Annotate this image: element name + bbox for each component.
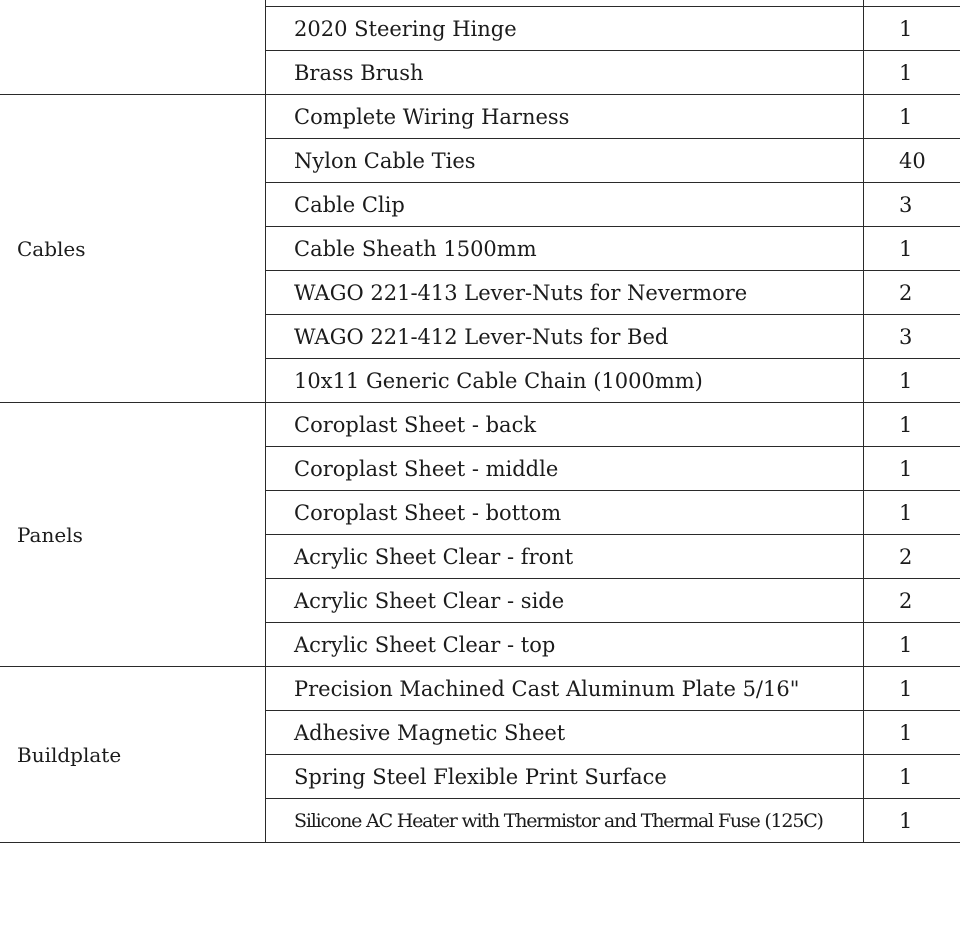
row-divider (265, 798, 960, 799)
quantity-cell: 1 (899, 809, 913, 833)
category-cell (0, 7, 265, 95)
row-divider (265, 138, 960, 139)
row-divider (265, 446, 960, 447)
part-name-cell: Acrylic Sheet Clear - top (294, 633, 556, 657)
quantity-cell: 1 (899, 17, 913, 41)
quantity-cell: 1 (899, 721, 913, 745)
row-divider (265, 358, 960, 359)
part-name-cell: Nylon Cable Ties (294, 149, 476, 173)
row-divider (265, 226, 960, 227)
part-name-cell: Complete Wiring Harness (294, 105, 570, 129)
part-name-cell: 2020 Steering Hinge (294, 17, 517, 41)
part-name-cell: Acrylic Sheet Clear - front (294, 545, 574, 569)
quantity-cell: 2 (899, 545, 913, 569)
quantity-cell: 3 (899, 325, 913, 349)
quantity-cell: 1 (899, 413, 913, 437)
table-bottom-border (0, 842, 960, 843)
quantity-cell: 1 (899, 501, 913, 525)
quantity-cell: 2 (899, 589, 913, 613)
part-name-cell: Coroplast Sheet - bottom (294, 501, 562, 525)
category-cell: Cables (17, 237, 86, 261)
group-divider (0, 402, 960, 403)
quantity-cell: 2 (899, 281, 913, 305)
part-name-cell: Acrylic Sheet Clear - side (294, 589, 565, 613)
part-name-cell: Coroplast Sheet - back (294, 413, 537, 437)
quantity-cell: 40 (899, 149, 926, 173)
row-divider (265, 50, 960, 51)
part-name-cell: Brass Brush (294, 61, 424, 85)
part-name-cell: Spring Steel Flexible Print Surface (294, 765, 667, 789)
part-name-cell: Cable Clip (294, 193, 405, 217)
category-cell: Panels (17, 523, 83, 547)
row-divider (265, 182, 960, 183)
row-divider (265, 578, 960, 579)
part-name-cell: Cable Sheath 1500mm (294, 237, 537, 261)
quantity-cell: 1 (899, 105, 913, 129)
part-name-cell: 10x11 Generic Cable Chain (1000mm) (294, 369, 703, 393)
category-column-divider (265, 0, 266, 843)
quantity-column-divider (863, 0, 864, 843)
quantity-cell: 1 (899, 677, 913, 701)
part-name-cell: Precision Machined Cast Aluminum Plate 5/16" (294, 677, 800, 701)
group-divider (0, 94, 960, 95)
part-name-cell: WAGO 221-413 Lever-Nuts for Nevermore (294, 281, 748, 305)
row-divider (265, 710, 960, 711)
part-name-cell: Adhesive Magnetic Sheet (294, 721, 566, 745)
part-name-cell: Coroplast Sheet - middle (294, 457, 559, 481)
quantity-cell: 3 (899, 193, 913, 217)
row-divider (265, 622, 960, 623)
quantity-cell: 1 (899, 457, 913, 481)
quantity-cell: 1 (899, 369, 913, 393)
quantity-cell: 1 (899, 633, 913, 657)
quantity-cell: 1 (899, 61, 913, 85)
category-cell: Buildplate (17, 743, 122, 767)
group-divider (0, 666, 960, 667)
quantity-cell: 1 (899, 765, 913, 789)
row-divider (265, 490, 960, 491)
row-divider (265, 6, 960, 7)
row-divider (265, 270, 960, 271)
row-divider (265, 314, 960, 315)
part-name-cell: Silicone AC Heater with Thermistor and Thermal Fuse (125C) (294, 810, 823, 832)
part-name-cell: WAGO 221-412 Lever-Nuts for Bed (294, 325, 669, 349)
quantity-cell: 1 (899, 237, 913, 261)
row-divider (265, 534, 960, 535)
row-divider (265, 754, 960, 755)
